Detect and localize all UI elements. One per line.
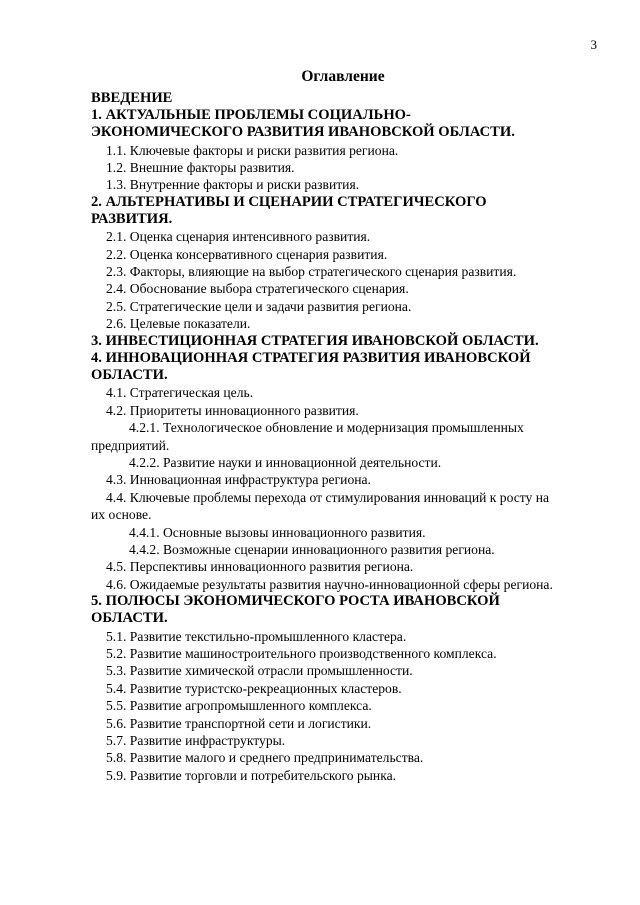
toc-subsection-entry: 4.2.1. Технологическое обновление и модернизация промышленных предприятий.	[91, 420, 524, 453]
toc-subsection-entry: 5.4. Развитие туристско-рекреационных кластеров.	[106, 680, 402, 696]
toc-subsection-entry: 2.2. Оценка консервативного сценария развития.	[106, 246, 388, 262]
toc-subsection-entry: 2.4. Обоснование выбора стратегического сценария.	[106, 281, 409, 297]
toc-subsection-entry: 1.3. Внутренние факторы и риски развития.	[106, 177, 360, 193]
toc-subsection-entry: 4.2.2. Развитие науки и инновационной деятельности.	[129, 454, 442, 470]
toc-section-entry: 2. АЛЬТЕРНАТИВЫ И СЦЕНАРИИ СТРАТЕГИЧЕСКОГО РАЗВИТИЯ.	[91, 193, 487, 228]
toc-subsection-entry: 4.3. Инновационная инфраструктура региона.	[106, 472, 371, 488]
page-number: 3	[590, 37, 597, 52]
toc-subsection-entry: 5.9. Развитие торговли и потребительского рынка.	[106, 767, 397, 783]
toc-subsection-entry: 4.5. Перспективы инновационного развития региона.	[106, 559, 414, 575]
toc-subsection-entry: 5.2. Развитие машиностроительного производственного комплекса.	[106, 645, 497, 661]
toc-subsection-entry: 5.3. Развитие химической отрасли промышленности.	[106, 663, 413, 679]
toc-subsection-entry: 5.1. Развитие текстильно-промышленного кластера.	[106, 628, 407, 644]
table-of-contents	[91, 90, 561, 784]
toc-subsection-entry: 5.8. Развитие малого и среднего предпринимательства.	[106, 750, 424, 766]
toc-subsection-entry: 4.4.1. Основные вызовы инновационного развития.	[129, 524, 426, 540]
toc-subsection-entry: 4.2. Приоритеты инновационного развития.	[106, 402, 359, 418]
toc-subsection-entry: 2.6. Целевые показатели.	[106, 316, 251, 332]
toc-subsection-entry: 1.2. Внешние факторы развития.	[106, 160, 295, 176]
toc-title: Оглавление	[301, 68, 385, 85]
toc-subsection-entry: 2.1. Оценка сценария интенсивного развития.	[106, 229, 371, 245]
toc-subsection-entry: 1.1. Ключевые факторы и риски развития региона.	[106, 142, 399, 158]
toc-subsection-entry: 2.3. Факторы, влияющие на выбор стратегического сценария развития.	[106, 264, 517, 280]
toc-subsection-entry: 5.6. Развитие транспортной сети и логистики.	[106, 715, 372, 731]
toc-subsection-entry: 5.5. Развитие агропромышленного комплекса.	[106, 698, 372, 714]
toc-section-entry: 4. ИННОВАЦИОННАЯ СТРАТЕГИЯ РАЗВИТИЯ ИВАНОВСКОЙ ОБЛАСТИ.	[91, 349, 531, 384]
toc-subsection-entry: 4.4.2. Возможные сценарии инновационного развития региона.	[129, 541, 495, 557]
toc-subsection-entry: 4.4. Ключевые проблемы перехода от стимулирования инноваций к росту на их основе.	[91, 489, 550, 523]
toc-subsection-entry: 2.5. Стратегические цели и задачи развития региона.	[106, 298, 412, 314]
toc-section-entry: ВВЕДЕНИЕ	[91, 90, 173, 106]
toc-section-entry: 1. АКТУАЛЬНЫЕ ПРОБЛЕМЫ СОЦИАЛЬНО-ЭКОНОМИЧЕСКОГО РАЗВИТИЯ ИВАНОВСКОЙ ОБЛАСТИ.	[91, 107, 515, 141]
toc-subsection-entry: 4.1. Стратегическая цель.	[106, 385, 254, 401]
toc-subsection-entry: 5.7. Развитие инфраструктуры.	[106, 733, 286, 748]
toc-section-entry: 3. ИНВЕСТИЦИОННАЯ СТРАТЕГИЯ ИВАНОВСКОЙ ОБЛАСТИ.	[91, 332, 539, 349]
toc-subsection-entry: 4.6. Ожидаемые результаты развития научно-инновационной сферы региона.	[106, 576, 553, 592]
toc-section-entry: 5. ПОЛЮСЫ ЭКОНОМИЧЕСКОГО РОСТА ИВАНОВСКОЙ ОБЛАСТИ.	[91, 593, 500, 627]
